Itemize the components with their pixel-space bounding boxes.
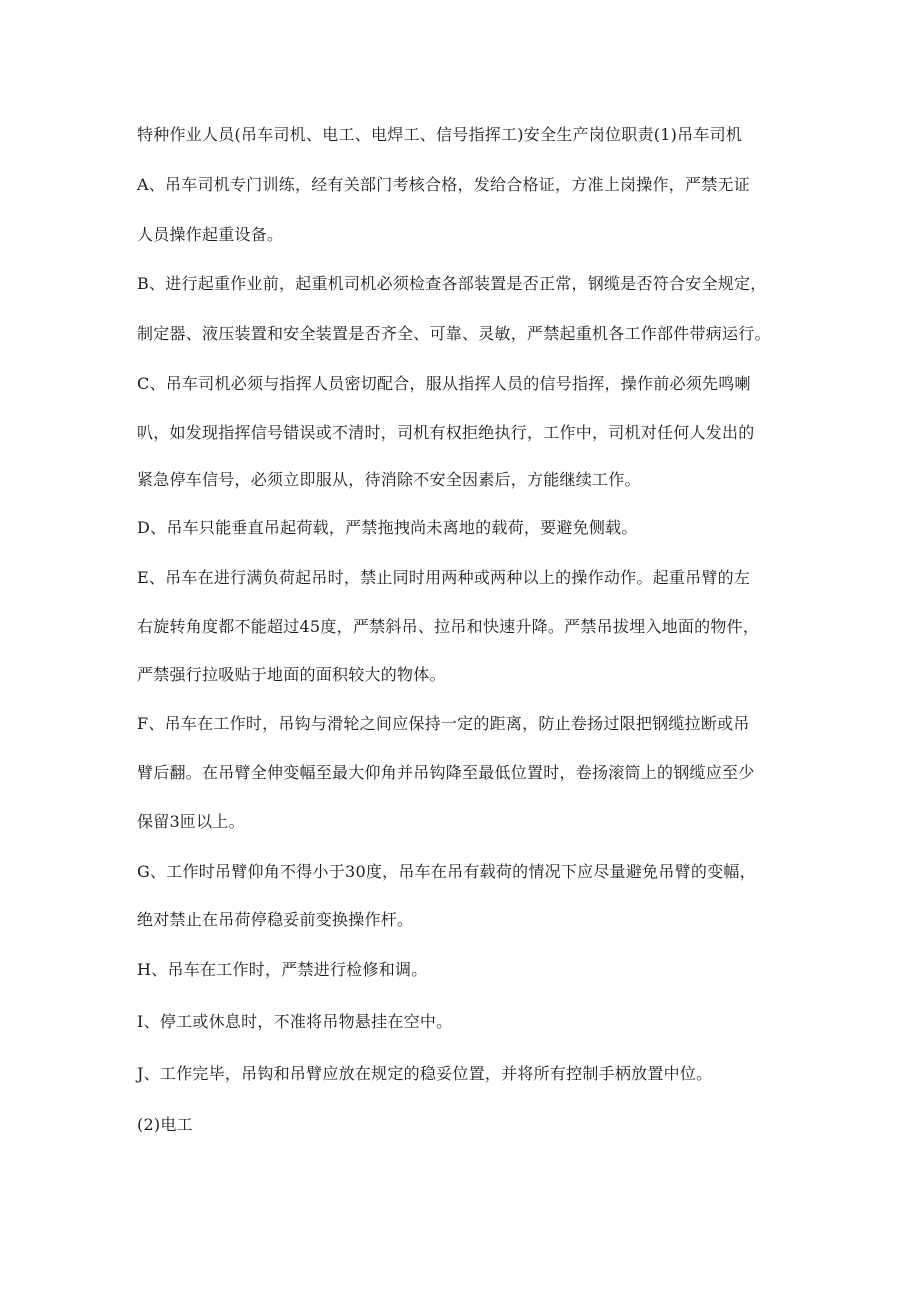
paragraph-c-line-2: 叭，如发现指挥信号错误或不清时，司机有权拒绝执行，工作中，司机对任何人发出的 <box>137 423 755 442</box>
section-heading-electrician: (2)电工 <box>137 1115 193 1134</box>
paragraph-i-line-1: I、停工或休息时，不准将吊物悬挂在空中。 <box>137 1012 453 1031</box>
paragraph-h-line-1: H、吊车在工作时，严禁进行检修和调。 <box>137 960 428 979</box>
paragraph-c-line-3: 紧急停车信号，必须立即服从，待消除不安全因素后，方能继续工作。 <box>137 470 641 489</box>
paragraph-b-line-2: 制定器、液压装置和安全装置是否齐全、可靠、灵敏，严禁起重机各工作部件带病运行。 <box>137 324 771 343</box>
paragraph-a-line-1: A、吊车司机专门训练，经有关部门考核合格，发给合格证，方准上岗操作，严禁无证 <box>137 175 751 194</box>
paragraph-f-line-1: F、吊车在工作时，吊钩与滑轮之间应保持一定的距离，防止卷扬过限把钢缆拉断或吊 <box>137 714 750 733</box>
paragraph-a-line-2: 人员操作起重设备。 <box>137 225 284 244</box>
paragraph-e-line-2: 右旋转角度都不能超过45度，严禁斜吊、拉吊和快速升降。严禁吊拔埋入地面的物件， <box>137 617 760 636</box>
paragraph-f-line-2: 臂后翻。在吊臂全伸变幅至最大仰角并吊钩降至最低位置时，卷扬滚筒上的钢缆应至少 <box>137 763 755 782</box>
paragraph-e-line-3: 严禁强行拉吸贴于地面的面积较大的物体。 <box>137 665 446 684</box>
paragraph-c-line-1: C、吊车司机必须与指挥人员密切配合，服从指挥人员的信号指挥，操作前必须先鸣喇 <box>137 374 751 393</box>
paragraph-d-line-1: D、吊车只能垂直吊起荷载，严禁拖拽尚未离地的载荷，要避免侧载。 <box>137 518 638 537</box>
paragraph-j-line-1: J、工作完毕，吊钩和吊臂应放在规定的稳妥位置，并将所有控制手柄放置中位。 <box>137 1064 713 1083</box>
paragraph-b-line-1: B、进行起重作业前，起重机司机必须检查各部装置是否正常，钢缆是否符合安全规定， <box>137 274 767 293</box>
paragraph-g-line-1: G、工作时吊臂仰角不得小于30度，吊车在吊有载荷的情况下应尽量避免吊臂的变幅， <box>137 862 756 881</box>
paragraph-e-line-1: E、吊车在进行满负荷起吊时，禁止同时用两种或两种以上的操作动作。起重吊臂的左 <box>137 568 751 587</box>
paragraph-f-line-3: 保留3匝以上。 <box>137 812 245 831</box>
paragraph-g-line-2: 绝对禁止在吊荷停稳妥前变换操作杆。 <box>137 910 414 929</box>
document-title-line: 特种作业人员(吊车司机、电工、电焊工、信号指挥工)安全生产岗位职责(1)吊车司机 <box>137 125 743 144</box>
